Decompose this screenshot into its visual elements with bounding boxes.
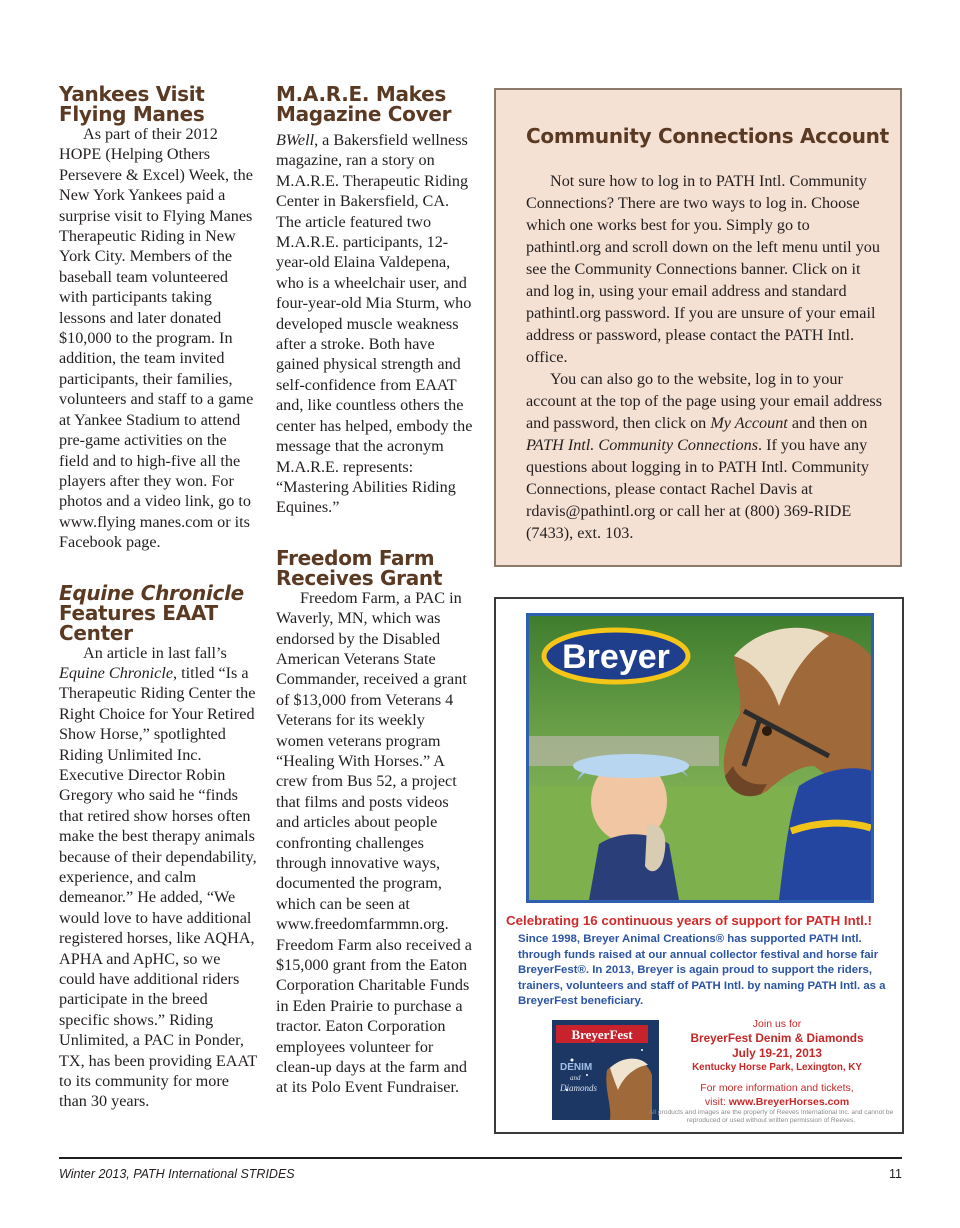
- footer-rule: [59, 1157, 902, 1159]
- event-dates: July 19-21, 2013: [732, 1046, 822, 1060]
- breyerfest-logo-art: [552, 1020, 659, 1120]
- join-text: Join us for: [752, 1018, 802, 1030]
- page-number: 11: [889, 1167, 902, 1181]
- title-line: Freedom Farm: [276, 545, 435, 570]
- community-connections-box: [494, 88, 902, 567]
- visit-label: visit:: [704, 1096, 729, 1108]
- article-freedom-farm: [276, 545, 474, 1098]
- article-body: As part of their 2012 HOPE (Helping Others Persevere & Excel) Week, the New York Yankees paid a surprise visit to Flying Manes Therapeutic Riding in New York City. Members of the baseball team volunteered with participants taking lessons and later donated $10,000 to the program. In addition, the team invited participants, their families, volunteers and staff to a game at Yankee Stadium to attend pre-game activities on the field and to high-five all the players after they won. For photos and a video link, go to www.flying manes.com or its Facebook page.: [59, 125, 254, 552]
- ad-headline: Celebrating 16 continuous years of support for PATH Intl.!: [506, 913, 872, 928]
- body-text: . If you have any questions about logging in to PATH Intl. Community Connections, please contact Rachel Davis at rdavis@pathintl.org or call her at (800) 369-RIDE (7433), ext. 103.: [526, 436, 869, 542]
- article-title: [276, 545, 474, 590]
- title-line: Center: [59, 620, 133, 645]
- box-paragraph: Not sure how to log in to PATH Intl. Community Connections? There are two ways to log in. Choose which one works best for you. Simply go to pathintl.org and scroll down on the left menu until you see the Community Connections banner. Click on it and log in, using your email address and standard pathintl.org password. If you are unsure of your email address or password, please contact the PATH Intl. office.: [526, 172, 880, 366]
- visit-line: [664, 1095, 890, 1109]
- title-line: Features EAAT: [59, 600, 218, 625]
- breyer-logo-text: Breyer: [562, 638, 670, 676]
- ad-photo: [526, 613, 874, 903]
- breyer-advertisement: [494, 597, 904, 1134]
- article-title: [59, 580, 257, 645]
- article-body: [276, 130, 474, 518]
- article-title: [276, 84, 474, 124]
- title-line: Receives Grant: [276, 565, 443, 590]
- diamonds-text: Diamonds: [560, 1083, 598, 1093]
- body-text: You can also go to the website, log in to your account at the top of the page using your email address and password, then click on: [526, 370, 883, 432]
- box-paragraph: [526, 368, 886, 544]
- box-title: Community Connections Account: [526, 124, 889, 148]
- breyerfest-logo: [552, 1020, 659, 1120]
- website-link[interactable]: www.BreyerHorses.com: [728, 1096, 850, 1108]
- article-yankees: [59, 84, 257, 553]
- breyerfest-wordmark: BreyerFest: [571, 1027, 633, 1042]
- publication-name: BWell: [276, 131, 315, 149]
- article-body: [59, 643, 257, 1112]
- title-line: Yankees Visit: [59, 82, 205, 106]
- title-line: Flying Manes: [59, 102, 205, 126]
- column-middle: [276, 84, 474, 1128]
- article-mare: [276, 84, 474, 518]
- fineprint: All products and images are the property of Reeves International Inc. and cannot be reproduced or used without written permission of Reeves.: [648, 1109, 894, 1124]
- footer-publication: Winter 2013, PATH International STRIDES: [59, 1167, 295, 1181]
- column-left: [59, 84, 257, 1142]
- menu-reference: My Account: [710, 414, 788, 432]
- article-title: [59, 84, 257, 124]
- body-text: , a Bakersfield wellness magazine, ran a story on M.A.R.E. Therapeutic Riding Center in Bakersfield, CA. The article featured two M.A.R.E. participants, 12-year-old Elaina Valdepena, who is a wheelchair user, and four-year-old Mia Sturm, who developed muscle weakness after a stroke. Both have gained physical strength and self-confidence from EAAT and, like countless others the center has helped, embody the message that the acronym M.A.R.E. represents: “Mastering Abilities Riding Equines.”: [276, 131, 473, 517]
- body-text: , titled “Is a Therapeutic Riding Center the Right Choice for Your Retired Show Horse,” spotlighted Riding Unlimited Inc. Executive Director Robin Gregory who said he “finds that retired show horses often make the best therapy animals because of their dependability, experience, and calm demeanor.” He added, “We would love to have additional registered horses, like AQHA, APHA and ApHC, so we could have additional riders participate in the breed specific shows.” Riding Unlimited, a PAC in Ponder, TX, has been providing EAAT to its community for more than 30 years.: [59, 663, 257, 1111]
- title-line: Magazine Cover: [276, 102, 452, 126]
- child-with-horse-illustration: [529, 616, 871, 900]
- publication-name: Equine Chronicle: [59, 663, 174, 682]
- and-text: and: [570, 1074, 581, 1082]
- event-location: Kentucky Horse Park, Lexington, KY: [692, 1062, 862, 1073]
- event-info: [664, 1017, 890, 1109]
- denim-text: DENIM: [560, 1062, 593, 1073]
- ad-body: Since 1998, Breyer Animal Creations® has supported PATH Intl. through funds raised at our annual collector festival and horse fair BreyerFest®. In 2013, Breyer is again proud to support the riders, trainers, volunteers and staff of PATH Intl. by naming PATH Intl. as a BreyerFest beneficiary.: [518, 933, 886, 1008]
- menu-reference: PATH Intl. Community Connections: [526, 436, 759, 454]
- title-line: M.A.R.E. Makes: [276, 82, 446, 106]
- title-line: Equine Chronicle: [59, 580, 244, 605]
- body-text: and then on: [787, 414, 868, 432]
- info-text: For more information and tickets,: [700, 1082, 854, 1094]
- body-text: An article in last fall’s: [83, 643, 227, 662]
- event-name: BreyerFest Denim & Diamonds: [690, 1031, 864, 1045]
- box-text: [526, 170, 886, 544]
- article-equine-chronicle: [59, 580, 257, 1112]
- article-body: Freedom Farm, a PAC in Waverly, MN, which was endorsed by the Disabled American Veterans State Commander, received a grant of $13,000 from Veterans 4 Veterans for its weekly women veterans program “Healing With Horses.” A crew from Bus 52, a project that films and posts videos and articles about people confronting challenges through innovative ways, documented the program, which can be seen at www.freedomfarmmn.org. Freedom Farm also received a $15,000 grant from the Eaton Corporation Charitable Funds in Eden Prairie to purchase a tractor. Eaton Corporation employees volunteer for clean-up days at the farm and at its Polo Event Fundraiser.: [276, 588, 472, 1097]
